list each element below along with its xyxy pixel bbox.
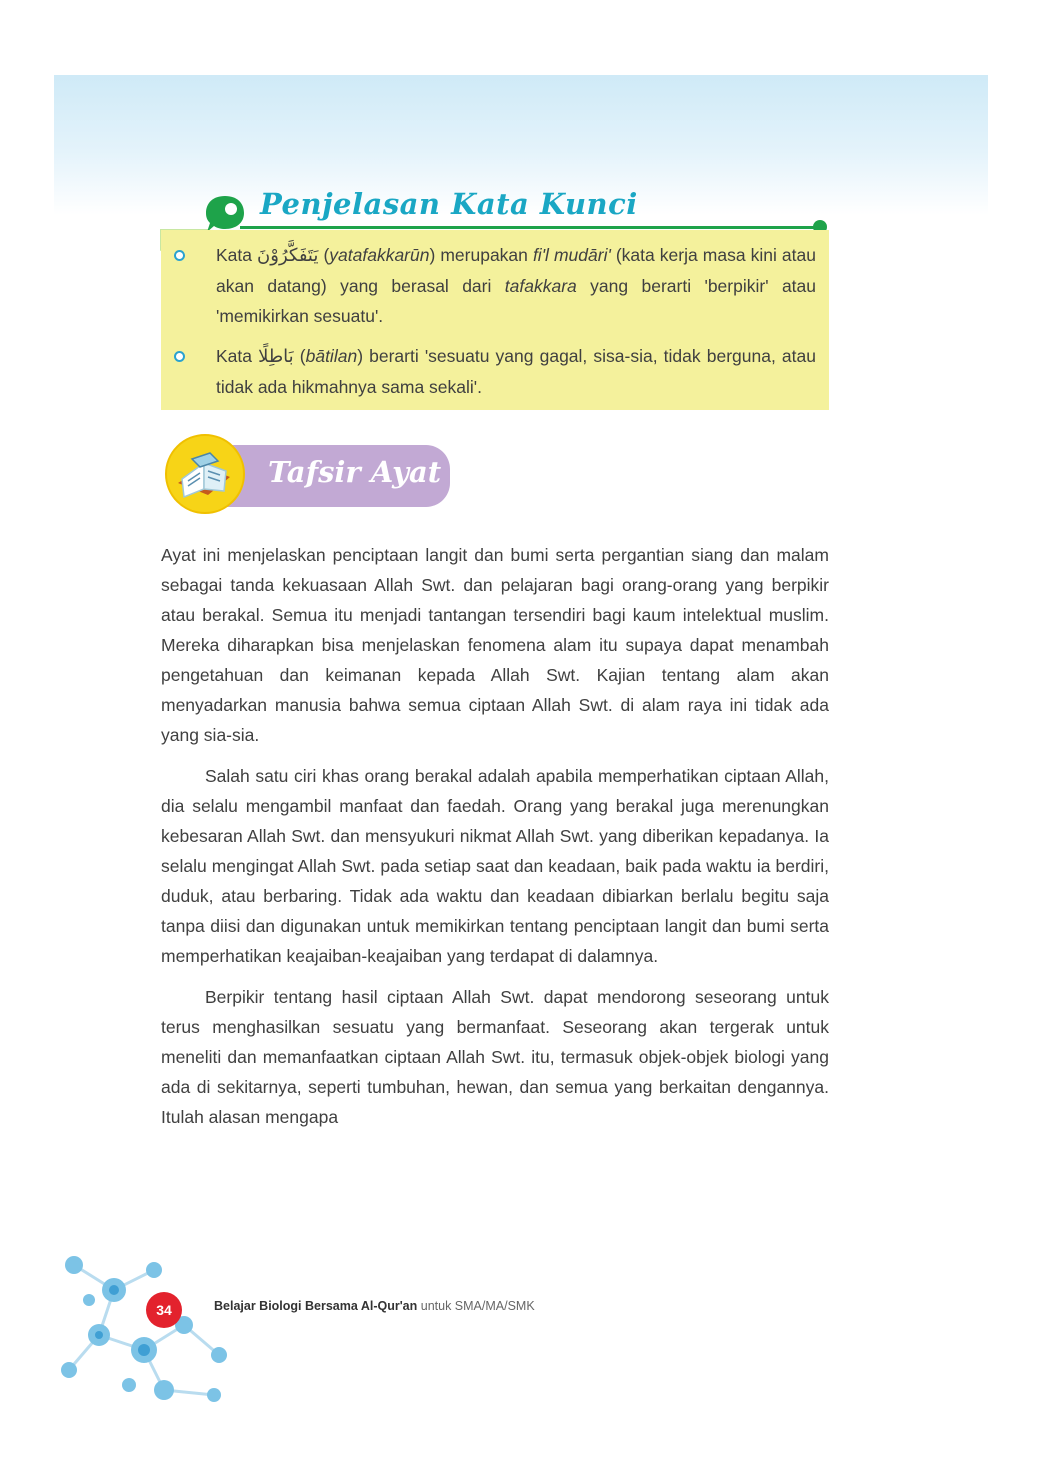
keyword-item [216,240,816,331]
transliteration: bātilan [305,346,358,366]
tafsir-section-header [164,433,464,523]
tafsir-section-title: Tafsir Ayat [268,455,442,489]
book-title-suffix: untuk SMA/MA/SMK [420,1299,535,1313]
body-paragraph: Berpikir tentang hasil ciptaan Allah Swt. dapat mendorong seseorang untuk terus menghasilkan sesuatu yang bermanfaat. Seseorang akan tergerak untuk meneliti dan memanfaatkan ciptaan Allah Swt. itu, termasuk objek-objek biologi yang ada di sekitarnya, seperti tumbuhan, hewan, dan semua yang berkaitan dengannya. Itulah alasan mengapa [161,987,829,1127]
root-word: tafakkara [504,276,577,296]
header-underline [240,226,820,229]
keyword-text: ) merupakan [429,245,533,265]
keyword-section-title: Penjelasan Kata Kunci [260,187,638,221]
running-footer [214,1299,535,1313]
keyword-text: (kata kerja masa kini atau akan datang) yang berasal dari [216,245,816,296]
keyword-box [161,230,829,410]
arabic-word: بَاطِلًا [258,346,294,367]
keyword-item [216,341,816,402]
tafsir-body [161,540,829,1143]
keyword-text: ( [299,346,306,366]
keyword-text: ) berarti 'sesuatu yang gagal, sisa-sia, tidak berguna, atau tidak ada hikmahnya sama sekali'. [216,346,816,397]
keyword-prefix: Kata [216,245,252,265]
transliteration: yatafakkarūn [329,245,430,265]
body-paragraph: Salah satu ciri khas orang berakal adalah apabila memperhatikan ciptaan Allah, dia selalu mengambil manfaat dan faedah. Orang yang berakal juga merenungkan kebesaran Allah Swt. dan mensyukuri nikmat Allah Swt. yang diberikan kepadanya. Ia selalu mengingat Allah Swt. pada setiap saat dan keadaan, baik pada waktu ia berdiri, duduk, atau berbaring. Tidak ada waktu dan keadaan dibiarkan berlalu begitu saja tanpa diisi dan digunakan untuk memikirkan tentang penciptaan langit dan bumi serta memperhatikan keajaiban-keajaiban yang terdapat di dalamnya. [161,766,829,966]
bullet-icon [174,351,185,362]
body-paragraph: Ayat ini menjelaskan penciptaan langit dan bumi serta pergantian siang dan malam sebagai tanda kekuasaan Allah Swt. dan pelajaran bagi orang-orang yang berpikir atau berakal. Semua itu menjadi tantangan tersendiri bagi kaum intelektual muslim. Mereka diharapkan bisa menjelaskan fenomena alam itu supaya dapat menambah pengetahuan dan keimanan kepada Allah Swt. Kajian tentang alam akan menyadarkan manusia bahwa semua ciptaan Allah Swt. di alam raya ini tidak ada yang sia-sia. [161,545,829,745]
grammar-term: fi'l mudāri' [532,245,611,265]
book-title: Belajar Biologi Bersama Al-Qur'an [214,1299,418,1313]
open-book-icon [164,433,246,515]
keyword-prefix: Kata [216,346,252,366]
keyword-text: ( [323,245,330,265]
bullet-icon [174,250,185,261]
book-page [54,75,988,1405]
arabic-word: يَتَفَكَّرُوْنَ [257,245,319,266]
page-number-badge: 34 [146,1292,182,1328]
keyword-text: yang berarti 'berpikir' atau 'memikirkan sesuatu'. [216,276,816,326]
